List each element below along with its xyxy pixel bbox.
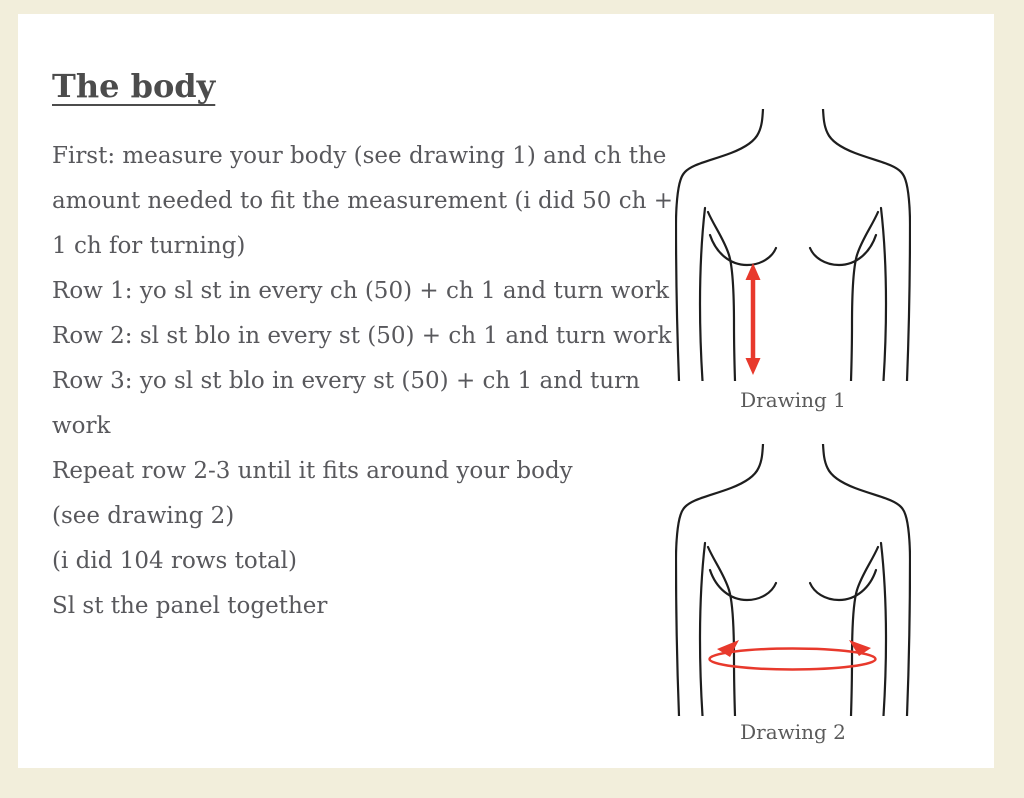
- instruction-line: work: [52, 413, 111, 439]
- instruction-line: 1 ch for turning): [52, 233, 246, 259]
- page-title: The body: [52, 67, 216, 105]
- instruction-line: Repeat row 2-3 until it fits around your body: [52, 458, 573, 484]
- instruction-line: (see drawing 2): [52, 503, 235, 529]
- content-panel: [18, 14, 994, 768]
- pattern-instructions: [52, 134, 673, 629]
- instruction-line: First: measure your body (see drawing 1) and ch the: [52, 143, 667, 169]
- figure-drawing-1: [675, 109, 911, 381]
- instruction-line: Row 3: yo sl st blo in every st (50) + ch 1 and turn: [52, 368, 640, 394]
- instruction-line: Sl st the panel together: [52, 593, 328, 619]
- instruction-line: (i did 104 rows total): [52, 548, 297, 574]
- instruction-line: Row 2: sl st blo in every st (50) + ch 1 and turn work: [52, 323, 672, 349]
- length-measure-arrow-icon: [746, 263, 761, 375]
- instruction-line: Row 1: yo sl st in every ch (50) + ch 1 and turn work: [52, 278, 670, 304]
- figure-caption-drawing-1: Drawing 1: [740, 388, 846, 412]
- torso-outline: [676, 444, 910, 716]
- figure-caption-drawing-2: Drawing 2: [740, 720, 846, 744]
- torso-outline-drawing: [675, 109, 911, 381]
- torso-outline: [676, 109, 910, 381]
- figure-drawing-2: [675, 444, 911, 716]
- torso-outline-drawing: [675, 444, 911, 716]
- instruction-line: amount needed to fit the measurement (i did 50 ch +: [52, 188, 673, 214]
